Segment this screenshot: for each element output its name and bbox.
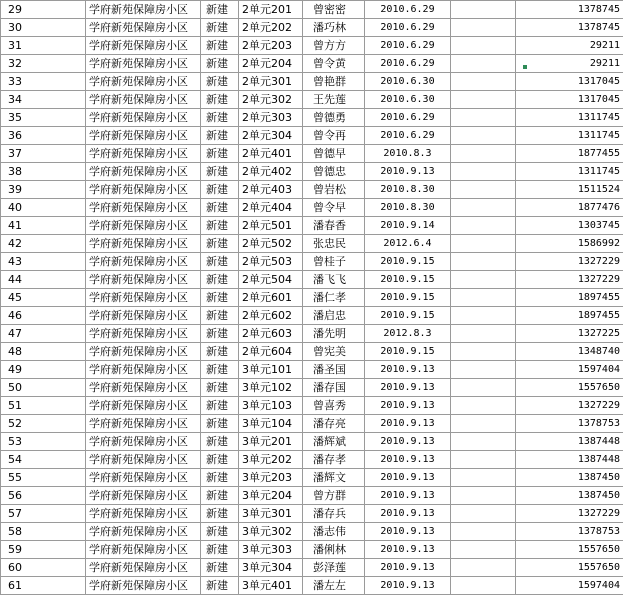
table-row [1, 559, 623, 577]
empty-cell[interactable] [451, 55, 516, 73]
address-cell[interactable]: 学府新苑保障房小区 [86, 181, 201, 199]
name-cell[interactable]: 曾令早 [303, 199, 365, 217]
phone-cell[interactable]: 1557650 [516, 559, 623, 577]
type-cell[interactable]: 新建 [201, 271, 239, 289]
date-cell[interactable]: 2010.8.30 [365, 199, 451, 217]
row-number-cell[interactable]: 41 [1, 217, 86, 235]
empty-cell[interactable] [451, 523, 516, 541]
date-cell[interactable]: 2010.9.15 [365, 343, 451, 361]
type-cell[interactable]: 新建 [201, 325, 239, 343]
unit-cell[interactable]: 2单元201 [239, 1, 303, 19]
row-number-cell[interactable]: 42 [1, 235, 86, 253]
table-row [1, 325, 623, 343]
address-cell[interactable]: 学府新苑保障房小区 [86, 361, 201, 379]
table-row [1, 433, 623, 451]
empty-cell[interactable] [451, 1, 516, 19]
unit-cell[interactable]: 2单元502 [239, 235, 303, 253]
date-cell[interactable]: 2010.9.15 [365, 271, 451, 289]
type-cell[interactable]: 新建 [201, 523, 239, 541]
row-number-cell[interactable]: 38 [1, 163, 86, 181]
phone-cell[interactable]: 1327229 [516, 271, 623, 289]
unit-cell[interactable]: 2单元501 [239, 217, 303, 235]
empty-cell[interactable] [451, 91, 516, 109]
empty-cell[interactable] [451, 199, 516, 217]
name-cell[interactable]: 曾德勇 [303, 109, 365, 127]
row-number-cell[interactable]: 32 [1, 55, 86, 73]
row-number-cell[interactable]: 59 [1, 541, 86, 559]
date-cell[interactable]: 2010.9.14 [365, 217, 451, 235]
type-cell[interactable]: 新建 [201, 361, 239, 379]
address-cell[interactable]: 学府新苑保障房小区 [86, 325, 201, 343]
row-number-cell[interactable]: 40 [1, 199, 86, 217]
name-cell[interactable]: 曾岩松 [303, 181, 365, 199]
date-cell[interactable]: 2010.9.13 [365, 505, 451, 523]
row-number-cell[interactable]: 34 [1, 91, 86, 109]
name-cell[interactable]: 彭泽莲 [303, 559, 365, 577]
table-body [1, 1, 623, 595]
table-row [1, 469, 623, 487]
date-cell[interactable]: 2010.9.15 [365, 253, 451, 271]
row-number-cell[interactable]: 35 [1, 109, 86, 127]
type-cell[interactable]: 新建 [201, 487, 239, 505]
unit-cell[interactable]: 2单元304 [239, 127, 303, 145]
table-row [1, 199, 623, 217]
phone-cell[interactable]: 1877476 [516, 199, 623, 217]
phone-cell[interactable]: 1317045 [516, 91, 623, 109]
row-number-cell[interactable]: 55 [1, 469, 86, 487]
table-row [1, 271, 623, 289]
row-number-cell[interactable]: 61 [1, 577, 86, 595]
row-number-cell[interactable]: 48 [1, 343, 86, 361]
type-cell[interactable]: 新建 [201, 343, 239, 361]
empty-cell[interactable] [451, 37, 516, 55]
name-cell[interactable]: 潘志伟 [303, 523, 365, 541]
empty-cell[interactable] [451, 415, 516, 433]
name-cell[interactable]: 曾喜秀 [303, 397, 365, 415]
date-cell[interactable]: 2010.9.13 [365, 541, 451, 559]
date-cell[interactable]: 2010.6.29 [365, 37, 451, 55]
address-cell[interactable]: 学府新苑保障房小区 [86, 163, 201, 181]
table-row [1, 451, 623, 469]
row-number-cell[interactable]: 49 [1, 361, 86, 379]
name-cell[interactable]: 潘存亮 [303, 415, 365, 433]
cell-comment-marker [523, 65, 527, 69]
empty-cell[interactable] [451, 217, 516, 235]
phone-cell[interactable]: 29211 [516, 37, 623, 55]
date-cell[interactable]: 2010.9.15 [365, 307, 451, 325]
phone-cell[interactable]: 1387448 [516, 433, 623, 451]
phone-cell[interactable]: 1327229 [516, 505, 623, 523]
empty-cell[interactable] [451, 487, 516, 505]
phone-cell[interactable]: 1557650 [516, 379, 623, 397]
phone-cell[interactable]: 1303745 [516, 217, 623, 235]
phone-cell[interactable]: 1586992 [516, 235, 623, 253]
unit-cell[interactable]: 3单元202 [239, 451, 303, 469]
date-cell[interactable]: 2010.6.29 [365, 109, 451, 127]
address-cell[interactable]: 学府新苑保障房小区 [86, 379, 201, 397]
unit-cell[interactable]: 2单元404 [239, 199, 303, 217]
table-row [1, 397, 623, 415]
table-row [1, 73, 623, 91]
name-cell[interactable]: 潘存孝 [303, 451, 365, 469]
address-cell[interactable]: 学府新苑保障房小区 [86, 109, 201, 127]
date-cell[interactable]: 2010.6.29 [365, 127, 451, 145]
name-cell[interactable]: 潘存国 [303, 379, 365, 397]
address-cell[interactable]: 学府新苑保障房小区 [86, 1, 201, 19]
empty-cell[interactable] [451, 289, 516, 307]
date-cell[interactable]: 2010.9.13 [365, 559, 451, 577]
table-row [1, 55, 623, 73]
empty-cell[interactable] [451, 109, 516, 127]
table-row [1, 505, 623, 523]
date-cell[interactable]: 2010.6.29 [365, 1, 451, 19]
type-cell[interactable]: 新建 [201, 145, 239, 163]
empty-cell[interactable] [451, 505, 516, 523]
empty-cell[interactable] [451, 19, 516, 37]
date-cell[interactable]: 2010.9.13 [365, 433, 451, 451]
type-cell[interactable]: 新建 [201, 55, 239, 73]
name-cell[interactable]: 张忠民 [303, 235, 365, 253]
name-cell[interactable]: 潘先明 [303, 325, 365, 343]
table-row [1, 127, 623, 145]
unit-cell[interactable]: 2单元303 [239, 109, 303, 127]
name-cell[interactable]: 曾德忠 [303, 163, 365, 181]
address-cell[interactable]: 学府新苑保障房小区 [86, 523, 201, 541]
row-number-cell[interactable]: 54 [1, 451, 86, 469]
type-cell[interactable]: 新建 [201, 109, 239, 127]
address-cell[interactable]: 学府新苑保障房小区 [86, 235, 201, 253]
row-number-cell[interactable]: 29 [1, 1, 86, 19]
empty-cell[interactable] [451, 127, 516, 145]
date-cell[interactable]: 2010.9.13 [365, 487, 451, 505]
row-number-cell[interactable]: 56 [1, 487, 86, 505]
address-cell[interactable]: 学府新苑保障房小区 [86, 37, 201, 55]
unit-cell[interactable]: 2单元401 [239, 145, 303, 163]
table-row [1, 289, 623, 307]
date-cell[interactable]: 2010.9.13 [365, 163, 451, 181]
row-number-cell[interactable]: 33 [1, 73, 86, 91]
empty-cell[interactable] [451, 397, 516, 415]
address-cell[interactable]: 学府新苑保障房小区 [86, 253, 201, 271]
address-cell[interactable]: 学府新苑保障房小区 [86, 469, 201, 487]
row-number-cell[interactable]: 53 [1, 433, 86, 451]
type-cell[interactable]: 新建 [201, 37, 239, 55]
phone-cell[interactable]: 29211 [516, 55, 623, 73]
table-row [1, 307, 623, 325]
empty-cell[interactable] [451, 181, 516, 199]
empty-cell[interactable] [451, 559, 516, 577]
table-row [1, 109, 623, 127]
phone-cell[interactable]: 1387448 [516, 451, 623, 469]
empty-cell[interactable] [451, 433, 516, 451]
unit-cell[interactable]: 3单元101 [239, 361, 303, 379]
empty-cell[interactable] [451, 307, 516, 325]
date-cell[interactable]: 2010.6.30 [365, 73, 451, 91]
phone-cell[interactable]: 1327229 [516, 253, 623, 271]
type-cell[interactable]: 新建 [201, 505, 239, 523]
type-cell[interactable]: 新建 [201, 73, 239, 91]
unit-cell[interactable]: 3单元203 [239, 469, 303, 487]
row-number-cell[interactable]: 60 [1, 559, 86, 577]
empty-cell[interactable] [451, 271, 516, 289]
empty-cell[interactable] [451, 343, 516, 361]
table-row [1, 91, 623, 109]
date-cell[interactable]: 2010.9.13 [365, 361, 451, 379]
date-cell[interactable]: 2010.6.30 [365, 91, 451, 109]
type-cell[interactable]: 新建 [201, 163, 239, 181]
name-cell[interactable]: 曾方方 [303, 37, 365, 55]
unit-cell[interactable]: 2单元604 [239, 343, 303, 361]
type-cell[interactable]: 新建 [201, 253, 239, 271]
table-row [1, 523, 623, 541]
unit-cell[interactable]: 3单元301 [239, 505, 303, 523]
name-cell[interactable]: 潘春香 [303, 217, 365, 235]
address-cell[interactable]: 学府新苑保障房小区 [86, 487, 201, 505]
unit-cell[interactable]: 2单元203 [239, 37, 303, 55]
table-row [1, 1, 623, 19]
row-number-cell[interactable]: 51 [1, 397, 86, 415]
phone-cell[interactable]: 1378745 [516, 19, 623, 37]
row-number-cell[interactable]: 52 [1, 415, 86, 433]
empty-cell[interactable] [451, 451, 516, 469]
unit-cell[interactable]: 2单元301 [239, 73, 303, 91]
row-number-cell[interactable]: 57 [1, 505, 86, 523]
name-cell[interactable]: 曾令黄 [303, 55, 365, 73]
phone-cell[interactable]: 1311745 [516, 163, 623, 181]
phone-cell[interactable]: 1327229 [516, 397, 623, 415]
row-number-cell[interactable]: 45 [1, 289, 86, 307]
unit-cell[interactable]: 3单元201 [239, 433, 303, 451]
name-cell[interactable]: 潘巧林 [303, 19, 365, 37]
address-cell[interactable]: 学府新苑保障房小区 [86, 541, 201, 559]
empty-cell[interactable] [451, 145, 516, 163]
type-cell[interactable]: 新建 [201, 379, 239, 397]
table-row [1, 37, 623, 55]
address-cell[interactable]: 学府新苑保障房小区 [86, 289, 201, 307]
row-number-cell[interactable]: 39 [1, 181, 86, 199]
table-row [1, 361, 623, 379]
type-cell[interactable]: 新建 [201, 19, 239, 37]
row-number-cell[interactable]: 43 [1, 253, 86, 271]
empty-cell[interactable] [451, 541, 516, 559]
phone-cell[interactable]: 1897455 [516, 307, 623, 325]
phone-cell[interactable]: 1378753 [516, 523, 623, 541]
row-number-cell[interactable]: 31 [1, 37, 86, 55]
address-cell[interactable]: 学府新苑保障房小区 [86, 433, 201, 451]
name-cell[interactable]: 潘俐林 [303, 541, 365, 559]
row-number-cell[interactable]: 37 [1, 145, 86, 163]
row-number-cell[interactable]: 47 [1, 325, 86, 343]
type-cell[interactable]: 新建 [201, 199, 239, 217]
address-cell[interactable]: 学府新苑保障房小区 [86, 199, 201, 217]
type-cell[interactable]: 新建 [201, 469, 239, 487]
phone-cell[interactable]: 1387450 [516, 487, 623, 505]
address-cell[interactable]: 学府新苑保障房小区 [86, 145, 201, 163]
empty-cell[interactable] [451, 235, 516, 253]
type-cell[interactable]: 新建 [201, 577, 239, 595]
address-cell[interactable]: 学府新苑保障房小区 [86, 55, 201, 73]
name-cell[interactable]: 曾密密 [303, 1, 365, 19]
type-cell[interactable]: 新建 [201, 217, 239, 235]
phone-cell[interactable]: 1311745 [516, 127, 623, 145]
row-number-cell[interactable]: 44 [1, 271, 86, 289]
empty-cell[interactable] [451, 163, 516, 181]
address-cell[interactable]: 学府新苑保障房小区 [86, 19, 201, 37]
unit-cell[interactable]: 3单元103 [239, 397, 303, 415]
type-cell[interactable]: 新建 [201, 307, 239, 325]
date-cell[interactable]: 2010.8.3 [365, 145, 451, 163]
name-cell[interactable]: 曾德早 [303, 145, 365, 163]
unit-cell[interactable]: 2单元602 [239, 307, 303, 325]
unit-cell[interactable]: 2单元202 [239, 19, 303, 37]
date-cell[interactable]: 2010.8.30 [365, 181, 451, 199]
unit-cell[interactable]: 2单元402 [239, 163, 303, 181]
phone-cell[interactable]: 1597404 [516, 361, 623, 379]
unit-cell[interactable]: 2单元504 [239, 271, 303, 289]
table-row [1, 145, 623, 163]
type-cell[interactable]: 新建 [201, 559, 239, 577]
type-cell[interactable]: 新建 [201, 541, 239, 559]
date-cell[interactable]: 2010.9.13 [365, 523, 451, 541]
phone-cell[interactable]: 1511524 [516, 181, 623, 199]
empty-cell[interactable] [451, 379, 516, 397]
type-cell[interactable]: 新建 [201, 91, 239, 109]
unit-cell[interactable]: 3单元302 [239, 523, 303, 541]
table-row [1, 163, 623, 181]
name-cell[interactable]: 曾方群 [303, 487, 365, 505]
unit-cell[interactable]: 3单元401 [239, 577, 303, 595]
address-cell[interactable]: 学府新苑保障房小区 [86, 577, 201, 595]
address-cell[interactable]: 学府新苑保障房小区 [86, 451, 201, 469]
date-cell[interactable]: 2010.9.13 [365, 577, 451, 595]
phone-cell[interactable]: 1311745 [516, 109, 623, 127]
phone-cell[interactable]: 1387450 [516, 469, 623, 487]
name-cell[interactable]: 潘启忠 [303, 307, 365, 325]
empty-cell[interactable] [451, 73, 516, 91]
row-number-cell[interactable]: 30 [1, 19, 86, 37]
row-number-cell[interactable]: 50 [1, 379, 86, 397]
name-cell[interactable]: 潘圣国 [303, 361, 365, 379]
date-cell[interactable]: 2010.9.13 [365, 469, 451, 487]
phone-cell[interactable]: 1877455 [516, 145, 623, 163]
phone-cell[interactable]: 1348740 [516, 343, 623, 361]
type-cell[interactable]: 新建 [201, 415, 239, 433]
name-cell[interactable]: 潘左左 [303, 577, 365, 595]
table-row [1, 577, 623, 595]
table-row [1, 253, 623, 271]
name-cell[interactable]: 曾桂子 [303, 253, 365, 271]
table-row [1, 235, 623, 253]
name-cell[interactable]: 曾令再 [303, 127, 365, 145]
address-cell[interactable]: 学府新苑保障房小区 [86, 505, 201, 523]
empty-cell[interactable] [451, 361, 516, 379]
address-cell[interactable]: 学府新苑保障房小区 [86, 127, 201, 145]
row-number-cell[interactable]: 46 [1, 307, 86, 325]
phone-cell[interactable]: 1317045 [516, 73, 623, 91]
type-cell[interactable]: 新建 [201, 289, 239, 307]
row-number-cell[interactable]: 58 [1, 523, 86, 541]
name-cell[interactable]: 王先莲 [303, 91, 365, 109]
name-cell[interactable]: 潘飞飞 [303, 271, 365, 289]
name-cell[interactable]: 潘仁孝 [303, 289, 365, 307]
unit-cell[interactable]: 2单元603 [239, 325, 303, 343]
phone-cell[interactable]: 1378753 [516, 415, 623, 433]
address-cell[interactable]: 学府新苑保障房小区 [86, 73, 201, 91]
empty-cell[interactable] [451, 253, 516, 271]
type-cell[interactable]: 新建 [201, 181, 239, 199]
address-cell[interactable]: 学府新苑保障房小区 [86, 271, 201, 289]
date-cell[interactable]: 2012.8.3 [365, 325, 451, 343]
table-row [1, 541, 623, 559]
unit-cell[interactable]: 3单元102 [239, 379, 303, 397]
empty-cell[interactable] [451, 325, 516, 343]
name-cell[interactable]: 曾艳群 [303, 73, 365, 91]
unit-cell[interactable]: 2单元302 [239, 91, 303, 109]
name-cell[interactable]: 潘辉文 [303, 469, 365, 487]
date-cell[interactable]: 2010.9.13 [365, 415, 451, 433]
address-cell[interactable]: 学府新苑保障房小区 [86, 91, 201, 109]
address-cell[interactable]: 学府新苑保障房小区 [86, 307, 201, 325]
address-cell[interactable]: 学府新苑保障房小区 [86, 217, 201, 235]
address-cell[interactable]: 学府新苑保障房小区 [86, 343, 201, 361]
type-cell[interactable]: 新建 [201, 397, 239, 415]
unit-cell[interactable]: 2单元403 [239, 181, 303, 199]
unit-cell[interactable]: 3单元204 [239, 487, 303, 505]
phone-cell[interactable]: 1327225 [516, 325, 623, 343]
unit-cell[interactable]: 3单元303 [239, 541, 303, 559]
unit-cell[interactable]: 2单元503 [239, 253, 303, 271]
type-cell[interactable]: 新建 [201, 451, 239, 469]
row-number-cell[interactable]: 36 [1, 127, 86, 145]
empty-cell[interactable] [451, 577, 516, 595]
unit-cell[interactable]: 3单元304 [239, 559, 303, 577]
type-cell[interactable]: 新建 [201, 433, 239, 451]
type-cell[interactable]: 新建 [201, 127, 239, 145]
phone-cell[interactable]: 1557650 [516, 541, 623, 559]
type-cell[interactable]: 新建 [201, 1, 239, 19]
unit-cell[interactable]: 2单元601 [239, 289, 303, 307]
date-cell[interactable]: 2010.6.29 [365, 19, 451, 37]
name-cell[interactable]: 潘存兵 [303, 505, 365, 523]
table-row [1, 343, 623, 361]
table-row [1, 487, 623, 505]
phone-cell[interactable]: 1897455 [516, 289, 623, 307]
table-row [1, 19, 623, 37]
name-cell[interactable]: 曾宪美 [303, 343, 365, 361]
address-cell[interactable]: 学府新苑保障房小区 [86, 415, 201, 433]
date-cell[interactable]: 2010.9.13 [365, 379, 451, 397]
table-row [1, 217, 623, 235]
unit-cell[interactable]: 2单元204 [239, 55, 303, 73]
date-cell[interactable]: 2010.9.13 [365, 397, 451, 415]
address-cell[interactable]: 学府新苑保障房小区 [86, 559, 201, 577]
type-cell[interactable]: 新建 [201, 235, 239, 253]
table-row [1, 415, 623, 433]
phone-cell[interactable]: 1378745 [516, 1, 623, 19]
phone-cell[interactable]: 1597404 [516, 577, 623, 595]
address-cell[interactable]: 学府新苑保障房小区 [86, 397, 201, 415]
date-cell[interactable]: 2010.6.29 [365, 55, 451, 73]
name-cell[interactable]: 潘辉斌 [303, 433, 365, 451]
date-cell[interactable]: 2010.9.15 [365, 289, 451, 307]
unit-cell[interactable]: 3单元104 [239, 415, 303, 433]
table-row [1, 181, 623, 199]
date-cell[interactable]: 2010.9.13 [365, 451, 451, 469]
empty-cell[interactable] [451, 469, 516, 487]
date-cell[interactable]: 2012.6.4 [365, 235, 451, 253]
table-row [1, 379, 623, 397]
